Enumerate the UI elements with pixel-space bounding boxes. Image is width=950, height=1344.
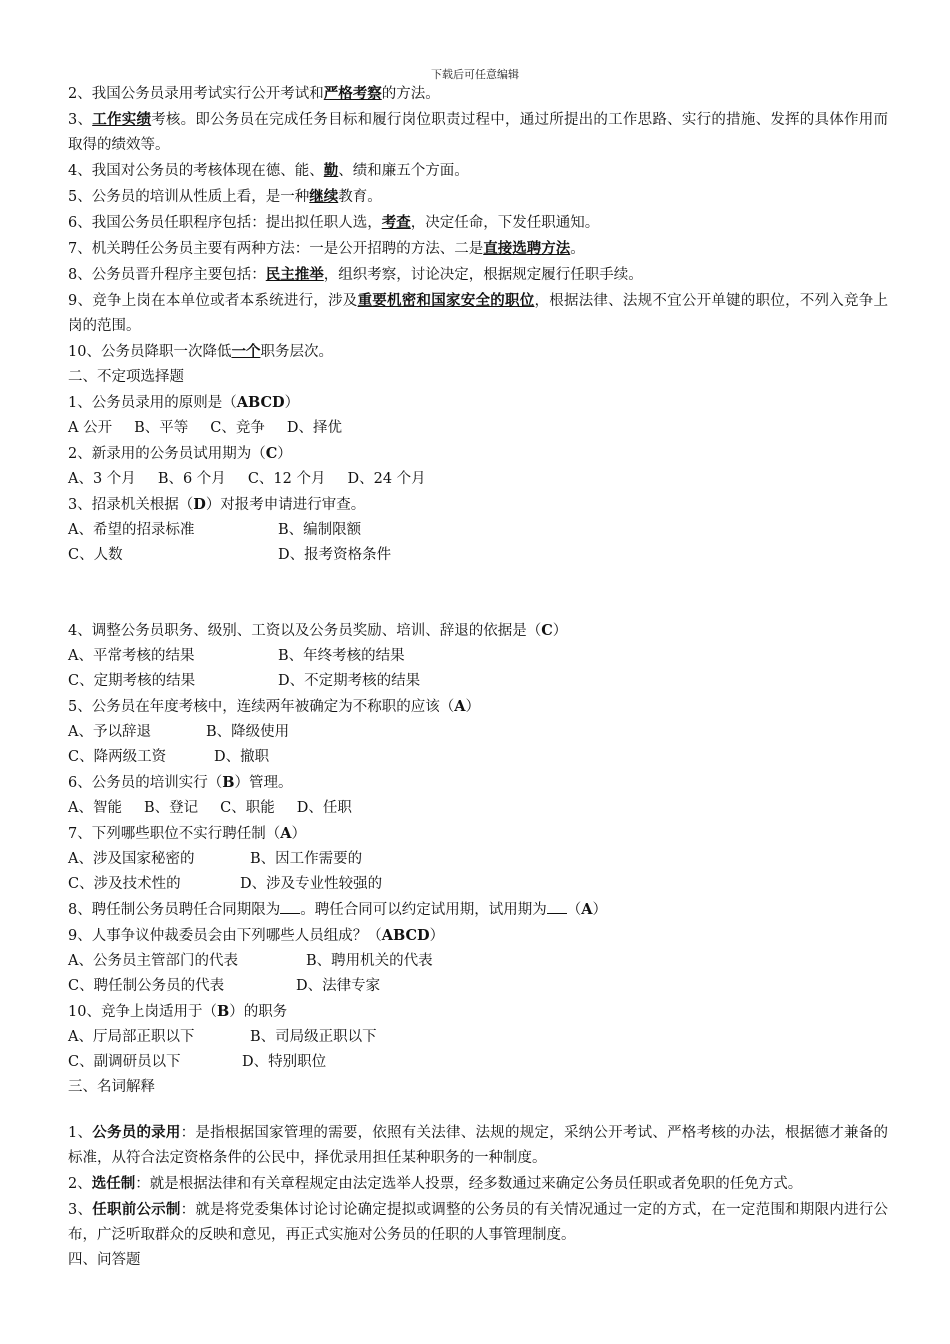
question: 7、下列哪些职位不实行聘任制（A） — [68, 825, 306, 842]
question: 9、人事争议仲裁委员会由下列哪些人员组成？（ABCD） — [68, 927, 445, 944]
fill-answer: 考查 — [381, 214, 411, 231]
section-title: 二、不定项选择题 — [68, 369, 184, 385]
fill-item: 2、我国公务员录用考试实行公开考试和严格考察的方法。 — [68, 85, 440, 102]
term-definition: 3、任职前公示制：就是将党委集体讨论讨论确定提拟或调整的公务员的有关情况通过一定的方式，在一定范围和期限内进行公布，广泛听取群众的反映和意见，再正式实施对公务员的任职的人事管理制度。 — [68, 1201, 889, 1243]
options-row: A、厅局部正职以下 B、司局级正职以下 — [68, 1029, 377, 1045]
term: 选任制 — [91, 1175, 136, 1192]
options-row: C、人数 D、报考资格条件 — [68, 547, 392, 563]
question: 5、公务员在年度考核中，连续两年被确定为不称职的应该（A） — [68, 698, 480, 715]
question: 8、聘任制公务员聘任合同期限为 。聘任合同可以约定试用期，试用期为 （A） — [68, 901, 607, 918]
options-row: A、公务员主管部门的代表 B、聘用机关的代表 — [68, 953, 433, 969]
options-row: A、希望的招录标准 B、编制限额 — [68, 522, 362, 538]
fill-item: 7、机关聘任公务员主要有两种方法：一是公开招聘的方法、二是直接选聘方法。 — [68, 240, 585, 257]
fill-answer: 直接选聘方法 — [483, 240, 571, 257]
section-title: 四、问答题 — [68, 1252, 141, 1268]
fill-answer: 继续 — [309, 188, 339, 205]
fill-answer: 一个 — [231, 343, 261, 360]
fill-answer: 严格考察 — [323, 85, 382, 102]
question: 1、公务员录用的原则是（ABCD） — [68, 394, 300, 411]
page-header: 下载后可任意编辑 — [431, 68, 519, 81]
answer-key: C — [541, 622, 553, 639]
term-definition: 1、公务员的录用：是指根据国家管理的需要，依照有关法律、法规的规定，采纳公开考试、严格考核的办法，根据德才兼备的标准，从符合法定资格条件的公民中，择优录用担任某种职务的一种制度。 — [68, 1124, 889, 1166]
fill-item: 10、公务员降职一次降低一个职务层次。 — [68, 343, 333, 360]
multiple-choice-section — [68, 390, 888, 1075]
options-row: A、予以辞退 B、降级使用 — [68, 724, 290, 740]
document-body — [68, 81, 888, 1273]
blank-space — [68, 568, 888, 618]
options-row: A、3 个月 B、6 个月 C、12 个月 D、24 个月 — [68, 471, 426, 487]
fill-in-section — [68, 81, 888, 365]
options-row: A、涉及国家秘密的 B、因工作需要的 — [68, 851, 363, 867]
question: 2、新录用的公务员试用期为（C） — [68, 445, 292, 462]
answer-key: ABCD — [236, 394, 285, 411]
fill-item: 6、我国公务员任职程序包括：提出拟任职人选，考查，决定任命，下发任职通知。 — [68, 214, 600, 231]
options-row: C、降两级工资 D、撤职 — [68, 749, 270, 765]
fill-item: 3、工作实绩考核。即公务员在完成任务目标和履行岗位职责过程中，通过所提出的工作思路、实行的措施、发挥的具体作用而取得的绩效等。 — [68, 111, 889, 153]
fill-item: 9、竞争上岗在本单位或者本系统进行，涉及重要机密和国家安全的职位，根据法律、法规不宜公开单键的职位，不列入竞争上岗的范围。 — [68, 292, 889, 334]
options-row: A、平常考核的结果 B、年终考核的结果 — [68, 648, 405, 664]
fill-item: 8、公务员晋升程序主要包括：民主推举，组织考察，讨论决定，根据规定履行任职手续。 — [68, 266, 643, 283]
options-row: C、副调研员以下 D、特别职位 — [68, 1054, 327, 1070]
question: 6、公务员的培训实行（B）管理。 — [68, 774, 293, 791]
fill-item: 4、我国对公务员的考核体现在德、能、勤、绩和廉五个方面。 — [68, 162, 469, 179]
fill-answer: 工作实绩 — [92, 111, 152, 128]
blank-space — [68, 1100, 888, 1120]
options-row: C、涉及技术性的 D、涉及专业性较强的 — [68, 876, 383, 892]
options-row: A、智能 B、登记 C、职能 D、任职 — [68, 800, 352, 816]
answer-key: A — [454, 698, 466, 715]
answer-key: C — [265, 445, 278, 462]
options-row: C、聘任制公务员的代表 D、法律专家 — [68, 978, 381, 994]
fill-answer: 重要机密和国家安全的职位 — [357, 292, 535, 309]
term: 公务员的录用 — [92, 1124, 181, 1141]
answer-key: B — [216, 1003, 230, 1020]
options-row: C、定期考核的结果 D、不定期考核的结果 — [68, 673, 421, 689]
answer-key: D — [193, 496, 206, 513]
question: 4、调整公务员职务、级别、工资以及公务员奖励、培训、辞退的依据是（C） — [68, 622, 568, 639]
terms-section — [68, 1120, 888, 1248]
fill-answer: 勤 — [323, 162, 339, 179]
question: 10、竞争上岗适用于（B）的职务 — [68, 1003, 288, 1020]
answer-key: A — [280, 825, 292, 842]
fill-answer: 民主推举 — [265, 266, 324, 283]
question: 3、招录机关根据（D）对报考申请进行审查。 — [68, 496, 366, 513]
answer-key: A — [581, 901, 593, 918]
fill-item: 5、公务员的培训从性质上看，是一种继续教育。 — [68, 188, 382, 205]
options-row: A 公开 B、平等 C、竞争 D、择优 — [68, 420, 342, 436]
answer-key: B — [222, 774, 235, 791]
term: 任职前公示制 — [92, 1201, 181, 1218]
answer-blank — [280, 899, 300, 914]
answer-blank — [547, 899, 567, 914]
answer-key: ABCD — [381, 927, 430, 944]
term-definition: 2、选任制：就是根据法律和有关章程规定由法定选举人投票，经多数通过来确定公务员任职或者免职的任免方式。 — [68, 1175, 803, 1192]
section-title: 三、名词解释 — [68, 1079, 155, 1095]
